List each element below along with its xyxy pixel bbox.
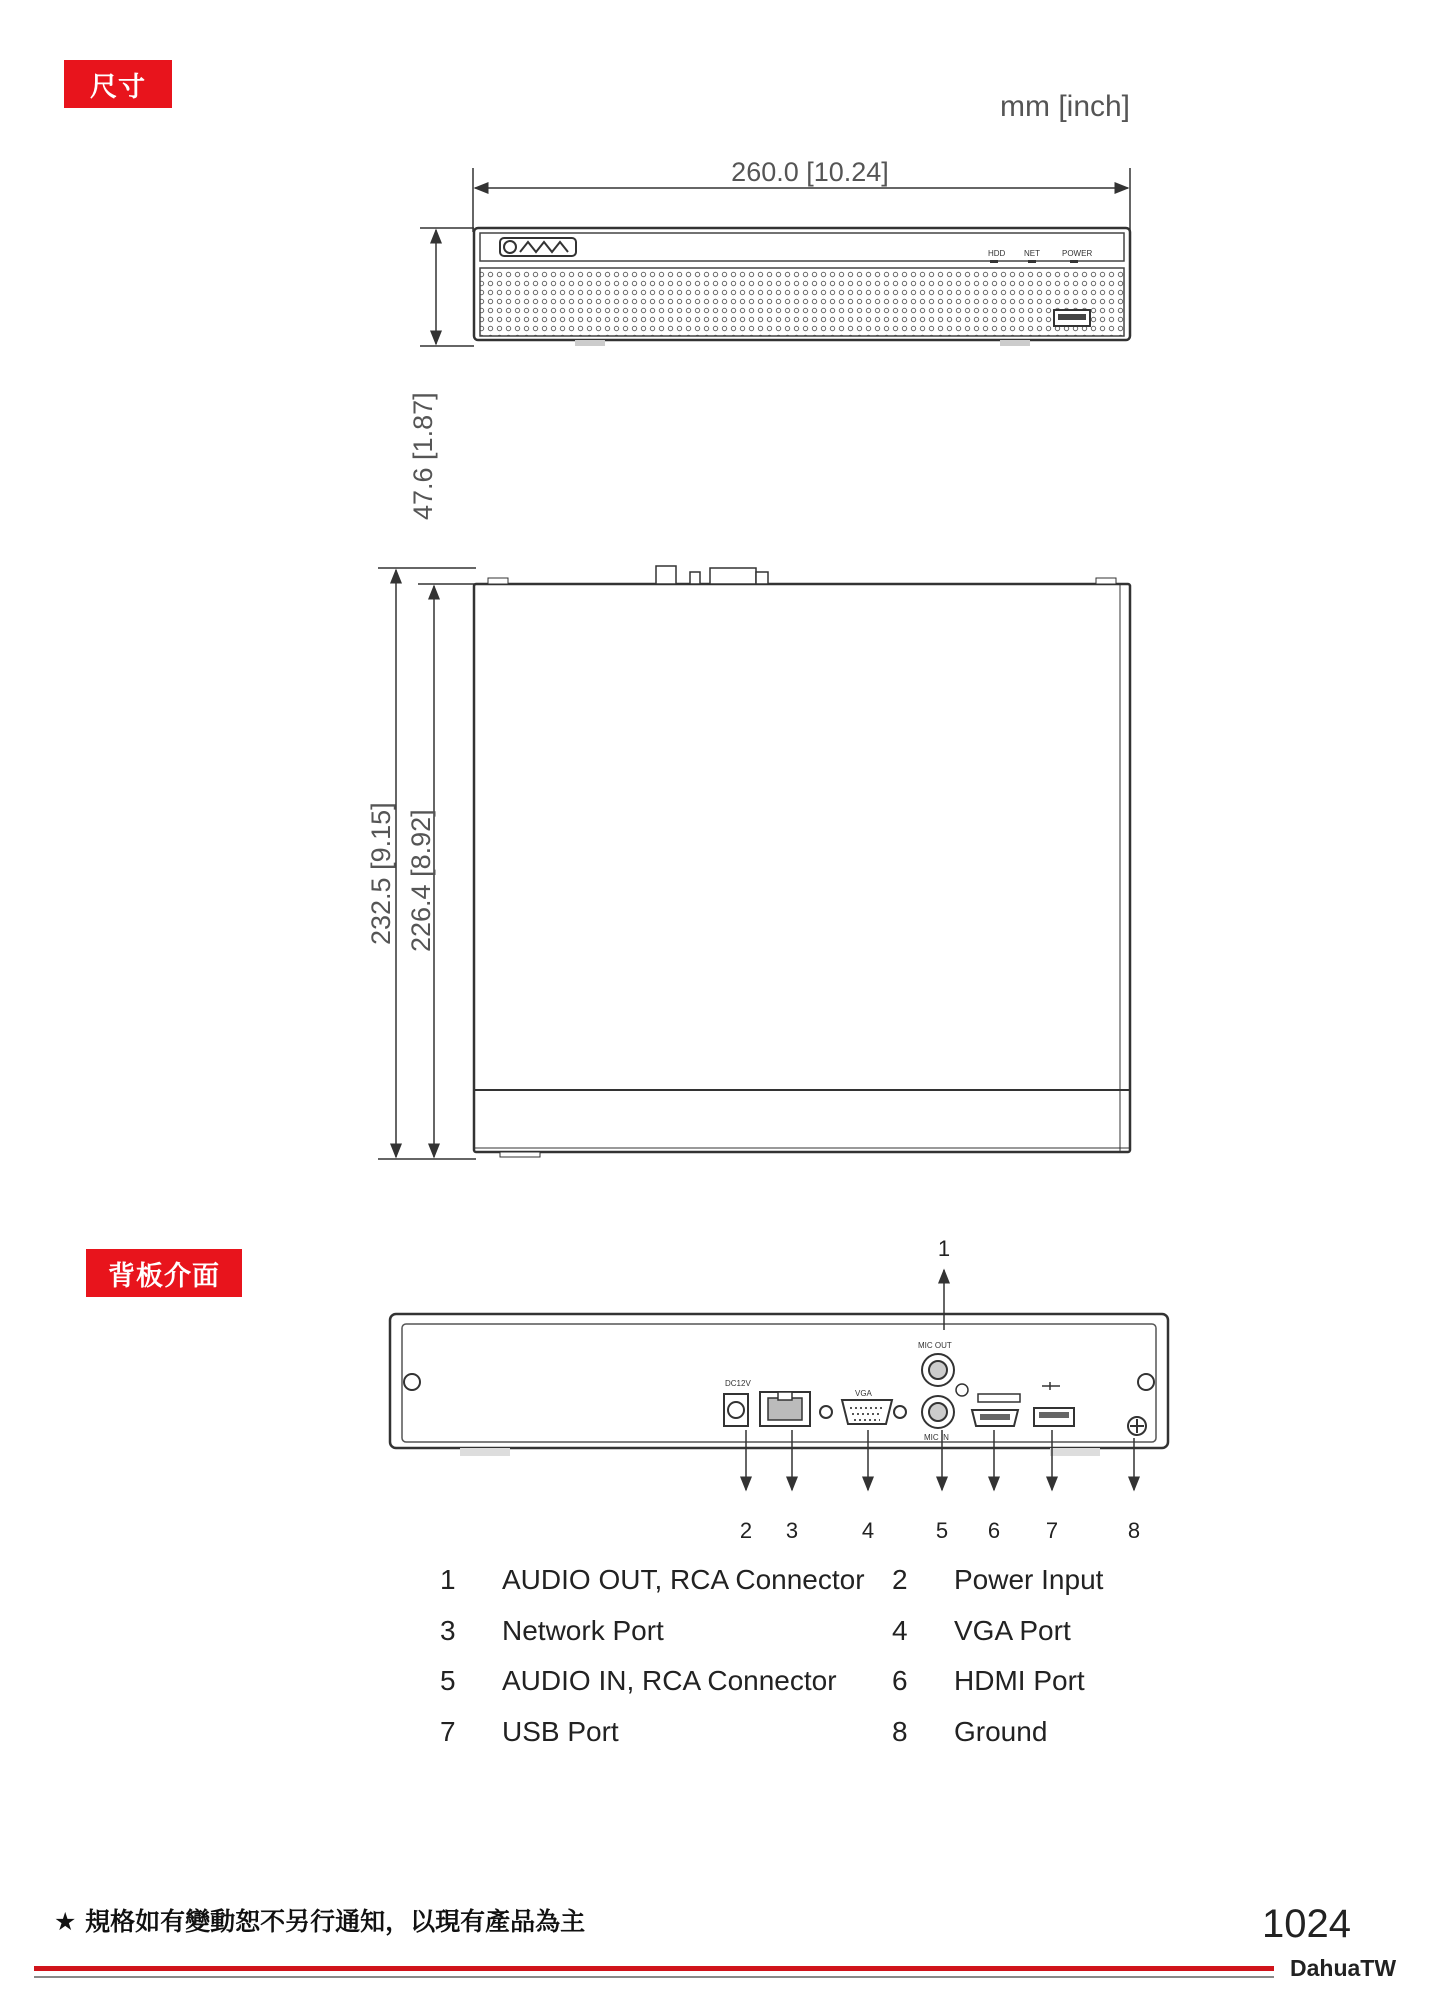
rear-panel-view xyxy=(390,1236,1168,1543)
svg-text:POWER: POWER xyxy=(1062,249,1093,258)
legend-item: 5 AUDIO IN, RCA Connector xyxy=(440,1665,837,1696)
callout-8: 8 xyxy=(1127,1518,1141,1543)
footer-rule-red xyxy=(34,1966,1274,1971)
page-number: 1024 xyxy=(1262,1902,1351,1946)
outer-depth-label: 232.5 [9.15] xyxy=(366,802,396,945)
callout-7: 7 xyxy=(1045,1518,1059,1543)
section-tag-rear-panel: 背板介面 xyxy=(86,1249,242,1297)
svg-text:MIC IN: MIC IN xyxy=(924,1433,949,1442)
inner-depth-label: 226.4 [8.92] xyxy=(406,809,436,952)
callout-2: 2 xyxy=(739,1518,753,1543)
network-port-icon xyxy=(760,1392,810,1426)
unit-label: mm [inch] xyxy=(1000,90,1131,123)
legend-item: 1 AUDIO OUT, RCA Connector xyxy=(440,1564,865,1595)
svg-text:NET: NET xyxy=(1024,249,1040,258)
legend-item: 7 USB Port xyxy=(440,1716,619,1747)
callout-4: 4 xyxy=(861,1518,875,1543)
top-view xyxy=(366,566,1130,1159)
logo-icon xyxy=(500,238,576,256)
legend-item: 8 Ground xyxy=(892,1716,1048,1747)
width-dimension-label: 260.0 [10.24] xyxy=(731,157,889,187)
legend-item: 6 HDMI Port xyxy=(892,1665,1085,1696)
height-dimension-label: 47.6 [1.87] xyxy=(408,392,438,520)
brand-label: DahuaTW xyxy=(1290,1955,1397,1981)
svg-text:DC12V: DC12V xyxy=(725,1379,751,1388)
svg-text:HDD: HDD xyxy=(988,249,1006,258)
power-input-port-icon xyxy=(724,1379,751,1426)
legend-item: 4 VGA Port xyxy=(892,1615,1071,1646)
callout-5: 5 xyxy=(935,1518,949,1543)
svg-text:MIC OUT: MIC OUT xyxy=(918,1341,952,1350)
callout-3: 3 xyxy=(785,1518,799,1543)
legend-item: 2 Power Input xyxy=(892,1564,1104,1595)
front-usb-port-icon xyxy=(1054,310,1090,326)
footer-rule-gray xyxy=(34,1976,1274,1978)
disclaimer-note: ★ 規格如有變動恕不另行通知，以現有產品為主 xyxy=(54,1907,586,1936)
screw-icon xyxy=(956,1384,968,1396)
ground-terminal-icon xyxy=(1128,1417,1146,1435)
callout-1: 1 xyxy=(937,1236,951,1261)
svg-text:VGA: VGA xyxy=(855,1389,872,1398)
section-tag-dimensions: 尺寸 xyxy=(64,60,172,108)
callout-6: 6 xyxy=(987,1518,1001,1543)
hdmi-port-icon xyxy=(972,1394,1020,1426)
legend-item: 3 Network Port xyxy=(440,1615,664,1646)
front-view xyxy=(408,157,1130,520)
